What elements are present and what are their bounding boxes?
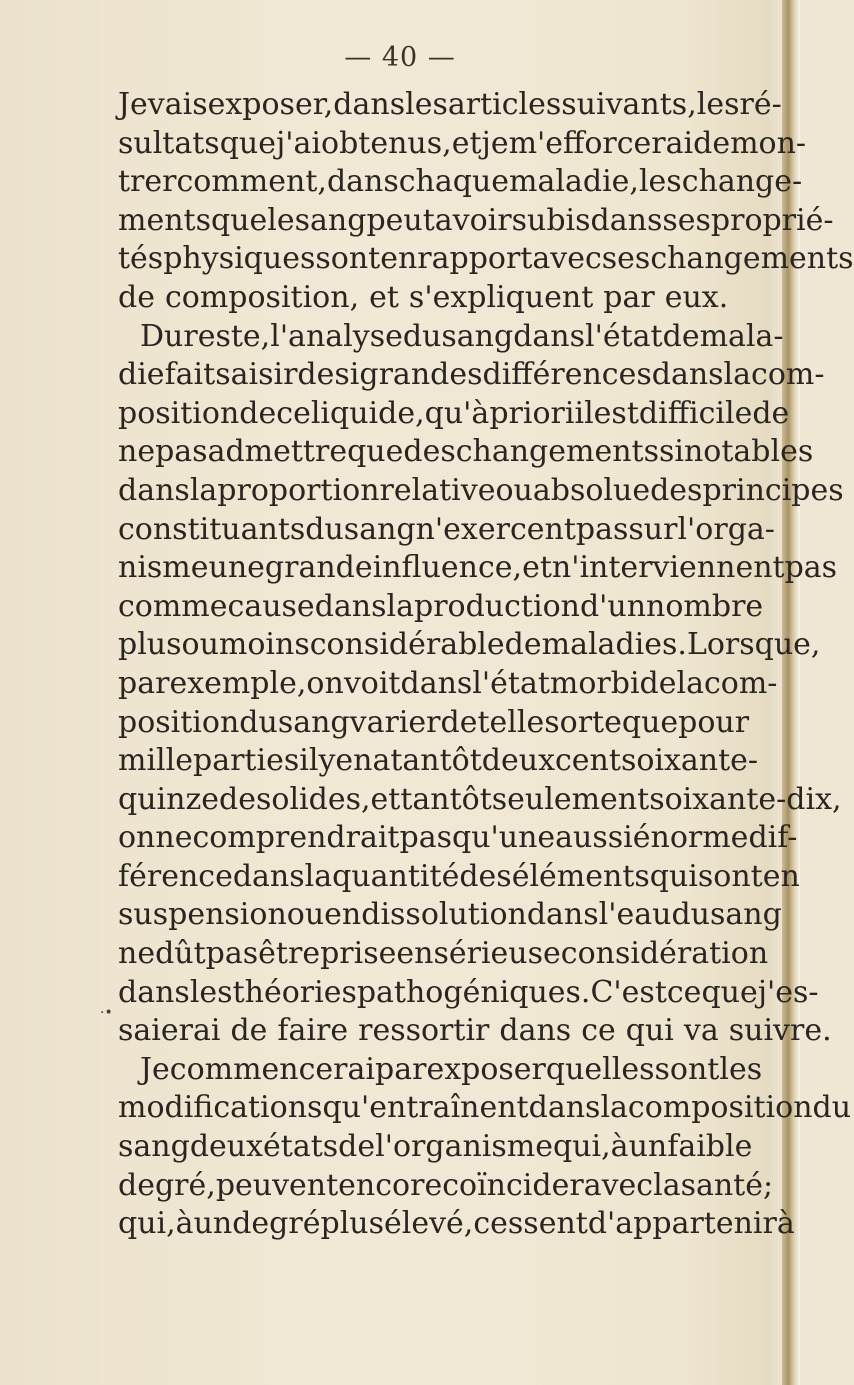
- word: com-: [751, 357, 825, 393]
- word: plus: [118, 627, 182, 663]
- word: ré-: [739, 87, 782, 122]
- text-line: [118, 163, 803, 202]
- word: subis: [511, 202, 591, 238]
- word: proprié-: [710, 202, 834, 238]
- word: le: [267, 202, 295, 238]
- word: position: [118, 395, 240, 431]
- word: saisir: [215, 357, 298, 393]
- word: eux.: [664, 279, 729, 315]
- word: sang: [118, 1129, 190, 1165]
- word: dans: [526, 897, 599, 933]
- word: dans: [651, 357, 724, 393]
- word: prise: [320, 936, 397, 972]
- text-line: [118, 742, 759, 781]
- word: ne: [155, 820, 193, 856]
- text-line: [118, 511, 775, 550]
- word: ne: [118, 434, 156, 470]
- word: par: [603, 279, 655, 315]
- word: sont: [315, 241, 381, 277]
- word: varier: [349, 704, 441, 740]
- text-line: [118, 781, 842, 820]
- word: deux: [189, 1129, 264, 1165]
- word: la: [653, 1167, 681, 1203]
- word: pas: [205, 936, 259, 972]
- word: et: [369, 279, 399, 315]
- word: ne: [118, 936, 156, 972]
- word: fait: [164, 357, 216, 393]
- word: ,: [296, 665, 307, 701]
- word: dans: [513, 318, 586, 354]
- word: des: [403, 434, 456, 470]
- word: avec: [532, 241, 602, 277]
- word: proportion: [217, 472, 380, 508]
- word: de: [230, 1013, 268, 1049]
- word: mille: [118, 743, 193, 779]
- word: dans: [314, 588, 387, 624]
- word: ses: [662, 202, 711, 238]
- word: modifications: [118, 1090, 323, 1126]
- word: la: [676, 665, 704, 701]
- text-line: [118, 318, 784, 357]
- word: coïncider: [442, 1167, 584, 1203]
- word: et: [370, 781, 401, 817]
- word: ce: [666, 974, 702, 1010]
- word: je: [481, 125, 509, 161]
- word: comment,: [176, 164, 327, 200]
- word: ressortir: [358, 1013, 490, 1049]
- word: reste,: [183, 318, 271, 354]
- word: en: [380, 241, 418, 277]
- word: d'un: [579, 588, 647, 624]
- word: relative: [379, 472, 496, 508]
- text-line: [118, 433, 814, 472]
- word: sang: [343, 511, 416, 547]
- word: com-: [703, 665, 778, 701]
- word: de: [662, 318, 700, 354]
- text-line: [118, 202, 834, 241]
- word: de: [693, 125, 731, 161]
- text-line: [118, 1128, 753, 1167]
- word: dissolution: [361, 897, 527, 933]
- word: C'est: [590, 974, 667, 1010]
- text-line: [118, 1205, 795, 1244]
- word: sultats: [118, 125, 220, 161]
- word: santé: [680, 1167, 763, 1203]
- word: les: [189, 974, 233, 1010]
- word: exposer,: [207, 87, 334, 122]
- word: quantité: [332, 858, 460, 894]
- word: principes: [702, 472, 844, 508]
- word: pathogéniques.: [356, 974, 591, 1010]
- word: vais: [147, 87, 208, 122]
- word: est: [593, 395, 639, 431]
- text-line: [118, 549, 838, 588]
- word: peut: [366, 202, 435, 238]
- word: obtenus: [321, 125, 443, 161]
- word: la: [189, 472, 218, 508]
- word: il: [299, 743, 319, 779]
- word: position: [118, 704, 240, 740]
- word: sérieuse: [433, 936, 561, 972]
- word: dans: [499, 1013, 572, 1049]
- word: plus: [320, 1206, 384, 1242]
- text-line: [118, 240, 854, 279]
- word: suspension: [118, 897, 287, 933]
- word: d'appartenir: [587, 1206, 777, 1242]
- word: changements: [650, 241, 854, 277]
- word: l'orga-: [677, 511, 775, 547]
- word: de: [504, 627, 542, 663]
- text-line: [118, 1089, 852, 1128]
- word: faible: [667, 1129, 753, 1165]
- word: nombre: [646, 588, 764, 624]
- word: dans: [232, 858, 305, 894]
- word: du: [671, 897, 710, 933]
- word: que: [701, 974, 758, 1010]
- text-line: [118, 626, 821, 665]
- word: cessent: [473, 1206, 588, 1242]
- word: voit: [343, 665, 401, 701]
- word: cent: [555, 743, 621, 779]
- word: du: [402, 318, 442, 354]
- word: change-: [681, 164, 803, 200]
- word: dans: [118, 974, 190, 1010]
- word: en: [335, 743, 373, 779]
- word: grandes: [359, 357, 483, 393]
- word: qui: [118, 1206, 167, 1242]
- word: il: [574, 395, 594, 431]
- word: pour: [678, 704, 750, 740]
- word: élevé,: [384, 1206, 474, 1242]
- word: Lorsque,: [686, 627, 821, 663]
- word: considérable: [309, 627, 505, 663]
- word: va: [683, 1013, 719, 1049]
- word: éléments: [511, 858, 650, 894]
- word: la: [600, 1090, 628, 1126]
- word: par: [375, 1051, 427, 1087]
- word: dans: [333, 87, 406, 122]
- word: physiques: [163, 241, 316, 277]
- word: la: [304, 858, 333, 894]
- word: et: [451, 125, 482, 161]
- word: ce: [581, 1013, 616, 1049]
- word: ou: [286, 897, 325, 933]
- word: chaque: [398, 164, 510, 200]
- word: ,: [442, 125, 452, 161]
- word: ce: [276, 395, 311, 431]
- word: changements: [455, 434, 659, 470]
- word: sang: [294, 202, 367, 238]
- word: moins: [218, 627, 310, 663]
- word: l'état: [585, 318, 663, 354]
- word: Je: [118, 87, 148, 122]
- word: encore: [338, 1167, 443, 1203]
- word: dif-: [748, 820, 798, 856]
- word: ou: [181, 627, 219, 663]
- text-line: [118, 1167, 774, 1206]
- word: telle: [477, 704, 545, 740]
- word: les: [638, 164, 682, 200]
- word: ou: [495, 472, 533, 508]
- word: constituants: [118, 511, 306, 547]
- word: en: [762, 858, 800, 894]
- word: de: [297, 357, 335, 393]
- word: exposer: [426, 1051, 546, 1087]
- word: rapport: [417, 241, 533, 277]
- word: soixante-dix,: [649, 781, 842, 817]
- word: dans: [528, 1090, 601, 1126]
- word: ments: [118, 202, 211, 238]
- text-line: [118, 1012, 832, 1051]
- word: ,: [415, 395, 425, 431]
- word: sang: [277, 704, 350, 740]
- word: difficile: [638, 395, 753, 431]
- word: cause: [227, 588, 315, 624]
- word: ,: [601, 1129, 611, 1165]
- word: ,: [206, 1167, 216, 1203]
- word: du: [239, 704, 278, 740]
- word: par: [118, 665, 170, 701]
- text-line: [118, 472, 844, 511]
- word: nisme: [118, 550, 209, 586]
- word: trer: [118, 164, 177, 200]
- word: sont: [697, 858, 763, 894]
- word: dans: [590, 202, 663, 238]
- page-number: — 40 —: [344, 42, 456, 73]
- word: dans: [326, 164, 399, 200]
- word: considération: [560, 936, 769, 972]
- word: aussi: [555, 820, 633, 856]
- text-line: [118, 665, 778, 704]
- word: mon-: [730, 125, 807, 161]
- word: notables: [683, 434, 814, 470]
- word: qu'entraînent: [322, 1090, 529, 1126]
- word: s'expliquent: [408, 279, 594, 315]
- word: peuvent: [215, 1167, 339, 1203]
- text-line: [118, 858, 800, 897]
- word: les: [405, 87, 448, 122]
- word: et: [522, 550, 552, 586]
- word: tés: [118, 241, 164, 277]
- text-line: [118, 1051, 763, 1090]
- word: en: [396, 936, 434, 972]
- word: que: [347, 434, 404, 470]
- word: soixante-: [620, 743, 759, 779]
- word: la: [386, 588, 414, 624]
- word: composition,: [164, 279, 360, 315]
- word: différences: [482, 357, 652, 393]
- word: admettre: [207, 434, 348, 470]
- word: qu'une: [451, 820, 556, 856]
- word: avoir: [434, 202, 512, 238]
- word: énorme: [632, 820, 749, 856]
- word: que: [621, 704, 679, 740]
- word: pas: [399, 820, 452, 856]
- text-line: [118, 896, 782, 935]
- word: comprendrait: [192, 820, 400, 856]
- word: maladie,: [509, 164, 639, 200]
- margin-mark: ·•: [100, 1005, 113, 1021]
- word: à: [776, 1206, 795, 1242]
- word: quelles: [545, 1051, 655, 1087]
- word: suivre.: [728, 1013, 832, 1049]
- word: dans: [118, 472, 190, 508]
- word: l'eau: [598, 897, 672, 933]
- word: des: [650, 472, 703, 508]
- word: de: [219, 781, 256, 817]
- word: de: [338, 1129, 376, 1165]
- word: priori: [489, 395, 575, 431]
- word: avec: [583, 1167, 654, 1203]
- text-line: [118, 86, 782, 125]
- word: des: [459, 858, 512, 894]
- word: ses: [601, 241, 651, 277]
- word: ,: [166, 1206, 176, 1242]
- word: deux: [481, 743, 555, 779]
- word: ;: [763, 1167, 774, 1203]
- word: parties: [193, 743, 300, 779]
- word: maladies.: [541, 627, 687, 663]
- word: j'es-: [757, 974, 819, 1010]
- word: les: [719, 1051, 763, 1087]
- word: tantôt: [400, 781, 492, 817]
- word: théories: [232, 974, 357, 1010]
- word: férence: [118, 858, 233, 894]
- word: de: [118, 279, 155, 315]
- word: suivants,: [561, 87, 697, 122]
- word: du: [305, 511, 344, 547]
- word: degré: [118, 1167, 207, 1203]
- word: à: [175, 1206, 194, 1242]
- word: die: [118, 357, 165, 393]
- word: influence,: [372, 550, 523, 586]
- word: n'interviennent: [551, 550, 785, 586]
- word: une: [208, 550, 265, 586]
- word: y: [318, 743, 336, 779]
- word: un: [628, 1129, 668, 1165]
- word: les: [696, 87, 740, 122]
- word: saierai: [118, 1013, 221, 1049]
- word: j'ai: [276, 125, 322, 161]
- text-line: [118, 395, 790, 434]
- word: ,: [360, 781, 371, 817]
- word: qui: [625, 1013, 674, 1049]
- word: sorte: [544, 704, 622, 740]
- word: de: [239, 395, 277, 431]
- word: faire: [277, 1013, 349, 1049]
- word: absolue: [532, 472, 651, 508]
- word: un: [193, 1206, 233, 1242]
- word: de: [440, 704, 478, 740]
- word: états: [263, 1129, 339, 1165]
- word: dans: [400, 665, 473, 701]
- word: pas: [155, 434, 208, 470]
- text-line: [118, 356, 825, 395]
- text-line: [118, 588, 764, 627]
- word: qu'à: [424, 395, 490, 431]
- word: en: [324, 897, 362, 933]
- word: la: [723, 357, 752, 393]
- word: composition: [627, 1090, 813, 1126]
- word: que: [210, 202, 268, 238]
- word: comme: [118, 588, 228, 624]
- word: sang: [441, 318, 514, 354]
- word: a: [372, 743, 391, 779]
- word: on: [306, 665, 344, 701]
- word: l'organisme: [375, 1129, 553, 1165]
- word: tantôt: [390, 743, 482, 779]
- word: de: [752, 395, 790, 431]
- word: sur: [628, 511, 678, 547]
- word: degré: [232, 1206, 321, 1242]
- word: qui: [553, 1129, 602, 1165]
- word: Du: [140, 318, 184, 354]
- word: qui: [649, 858, 698, 894]
- word: dût: [155, 936, 206, 972]
- word: l'état: [472, 665, 550, 701]
- word: que: [219, 125, 276, 161]
- word: sang: [710, 897, 782, 933]
- word: pas: [784, 550, 838, 586]
- text-line: [118, 125, 807, 164]
- word: on: [118, 820, 156, 856]
- word: l'analyse: [270, 318, 403, 354]
- text-line: [118, 279, 738, 318]
- text-line: [118, 704, 750, 743]
- word: commencerai: [169, 1051, 375, 1087]
- word: à: [610, 1129, 629, 1165]
- word: solides: [255, 781, 361, 817]
- word: sont: [654, 1051, 720, 1087]
- word: quinze: [118, 781, 220, 817]
- text-line: [118, 819, 798, 858]
- word: production: [413, 588, 580, 624]
- word: si: [334, 357, 360, 393]
- word: seulement: [491, 781, 650, 817]
- word: n'exercent: [415, 511, 576, 547]
- word: grande: [264, 550, 373, 586]
- word: si: [658, 434, 684, 470]
- word: mala-: [699, 318, 784, 354]
- text-line: [118, 935, 769, 974]
- text-line: [118, 974, 819, 1013]
- word: Je: [140, 1051, 170, 1087]
- word: liquide: [310, 395, 416, 431]
- word: exemple: [169, 665, 297, 701]
- word: être: [258, 936, 321, 972]
- word: pas: [575, 511, 629, 547]
- text-body: [118, 86, 854, 1244]
- word: morbide: [549, 665, 677, 701]
- word: m'efforcerai: [508, 125, 694, 161]
- word: du: [812, 1090, 852, 1126]
- word: articles: [447, 87, 562, 122]
